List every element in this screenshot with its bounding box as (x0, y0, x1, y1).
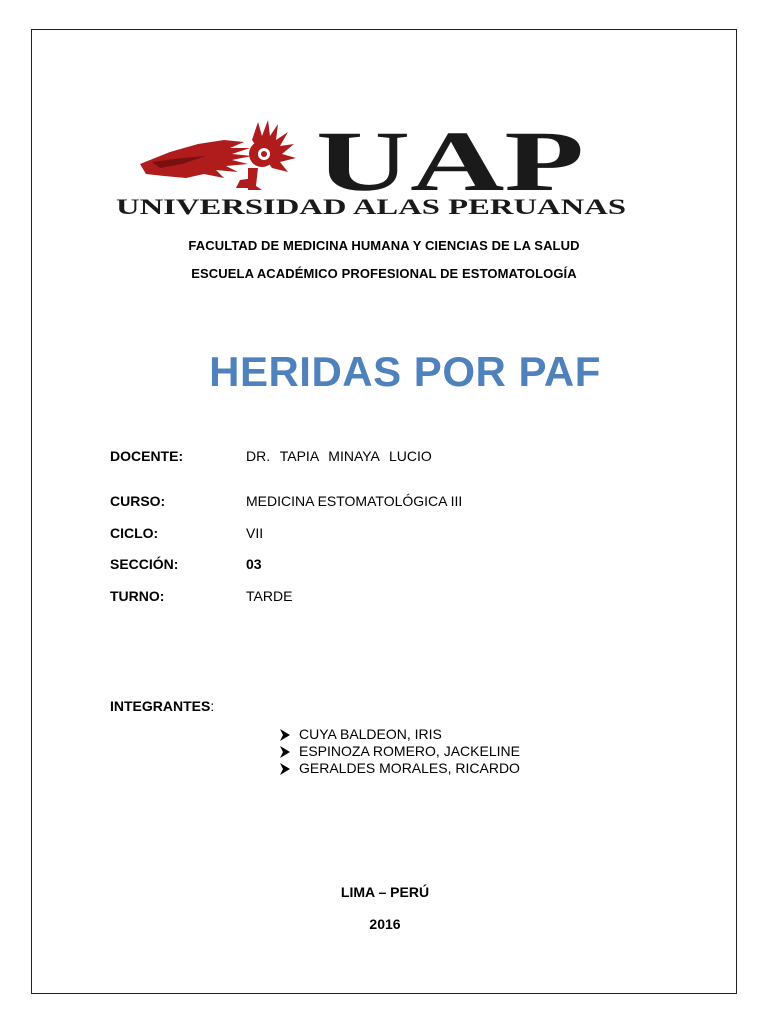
ciclo-value: VII (246, 525, 264, 541)
footer-year: 2016 (369, 916, 401, 932)
list-item (280, 743, 520, 760)
curso-value: MEDICINA ESTOMATOLÓGICA III (246, 493, 463, 509)
member-name: CUYA BALDEON, IRIS (299, 726, 442, 742)
seccion-value: 03 (246, 556, 262, 572)
university-logo (112, 118, 632, 222)
ciclo-label: CICLO: (110, 525, 159, 541)
list-item (280, 726, 520, 743)
docente-value: DR. TAPIA MINAYA LUCIO (246, 448, 432, 464)
docente-label: DOCENTE: (110, 448, 184, 464)
member-name: ESPINOZA ROMERO, JACKELINE (299, 743, 520, 759)
arrow-bullet-icon (280, 746, 290, 758)
school-heading: ESCUELA ACADÉMICO PROFESIONAL DE ESTOMATOLOGÍA (191, 266, 577, 281)
arrow-bullet-icon (280, 729, 290, 741)
uap-logo-graphic (112, 118, 632, 222)
turno-value: TARDE (246, 588, 293, 604)
faculty-heading: FACULTAD DE MEDICINA HUMANA Y CIENCIAS DE LA SALUD (188, 238, 580, 253)
member-name: GERALDES MORALES, RICARDO (299, 760, 520, 776)
curso-label: CURSO: (110, 493, 166, 509)
seccion-label: SECCIÓN: (110, 556, 179, 572)
logo-university-name: UNIVERSIDAD ALAS PERUANAS (116, 194, 626, 219)
integrantes-label: INTEGRANTES (110, 698, 211, 714)
document-title: HERIDAS POR PAF (209, 348, 601, 395)
arrow-bullet-icon (280, 763, 290, 775)
list-item (280, 760, 520, 777)
member-list (280, 726, 520, 777)
turno-label: TURNO: (110, 588, 165, 604)
footer-location: LIMA – PERÚ (340, 884, 430, 900)
winged-figure-icon (140, 120, 296, 190)
integrantes-heading (110, 698, 214, 714)
logo-acronym: UAP (316, 118, 584, 209)
integrantes-colon: : (210, 698, 215, 714)
